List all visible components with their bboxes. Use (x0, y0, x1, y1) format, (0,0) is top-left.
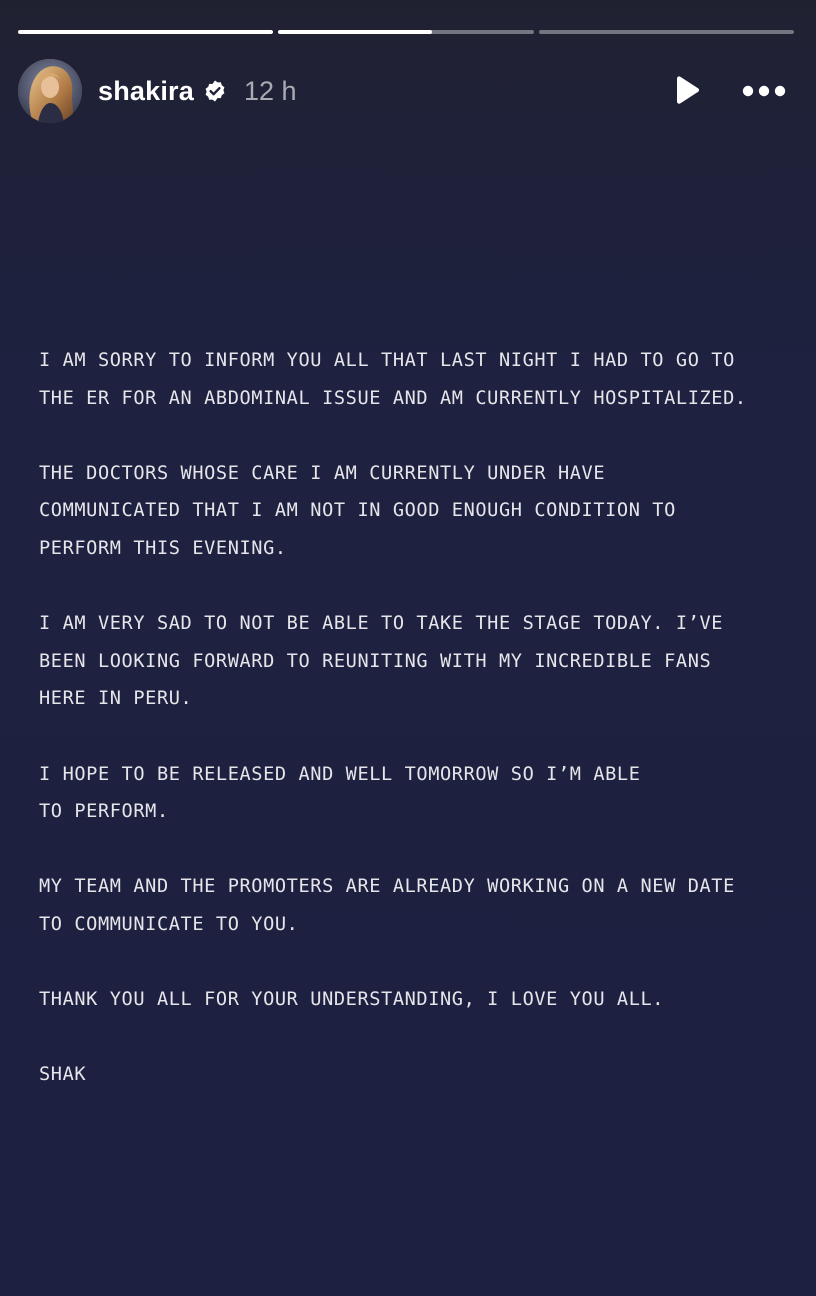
statement-text (39, 342, 799, 1131)
progress-fill-2 (278, 30, 431, 34)
username[interactable]: shakira (98, 75, 194, 106)
avatar[interactable] (18, 59, 82, 123)
progress-segment-2 (278, 30, 533, 34)
story-progress-bar (18, 30, 794, 34)
more-horizontal-icon (742, 85, 786, 97)
post-time: 12 h (243, 75, 297, 106)
progress-segment-1 (18, 30, 273, 34)
statement-paragraph: THE DOCTORS WHOSE CARE I AM CURRENTLY UNDER HAVE COMMUNICATED THAT I AM NOT IN GOOD ENOUGH CONDITION TO PERFORM THIS EVENING. (39, 462, 676, 559)
verified-badge-icon (203, 79, 227, 103)
statement-paragraph: THANK YOU ALL FOR YOUR UNDERSTANDING, I LOVE YOU ALL. (39, 989, 665, 1011)
statement-paragraph: I AM SORRY TO INFORM YOU ALL THAT LAST NIGHT I HAD TO GO TO THE ER FOR AN ABDOMINAL ISSUE AND AM CURRENTLY HOSPITALIZED. (39, 350, 747, 409)
more-options-button[interactable] (742, 74, 786, 108)
play-icon (673, 75, 701, 107)
statement-paragraph: I HOPE TO BE RELEASED AND WELL TOMORROW SO I’M ABLE TO PERFORM. (39, 763, 641, 823)
statement-signature: SHAK (39, 1064, 87, 1086)
progress-segment-3 (539, 30, 794, 34)
statement-paragraph: I AM VERY SAD TO NOT BE ABLE TO TAKE THE STAGE TODAY. I’VE BEEN LOOKING FORWARD TO REUNITING WITH MY INCREDIBLE FANS HERE IN PERU. (39, 613, 724, 710)
play-button[interactable] (670, 74, 704, 108)
profile-photo-icon (18, 59, 82, 123)
statement-paragraph: MY TEAM AND THE PROMOTERS ARE ALREADY WORKING ON A NEW DATE TO COMMUNICATE TO YOU. (39, 876, 735, 935)
progress-fill-1 (18, 30, 273, 34)
story-header (18, 58, 786, 124)
